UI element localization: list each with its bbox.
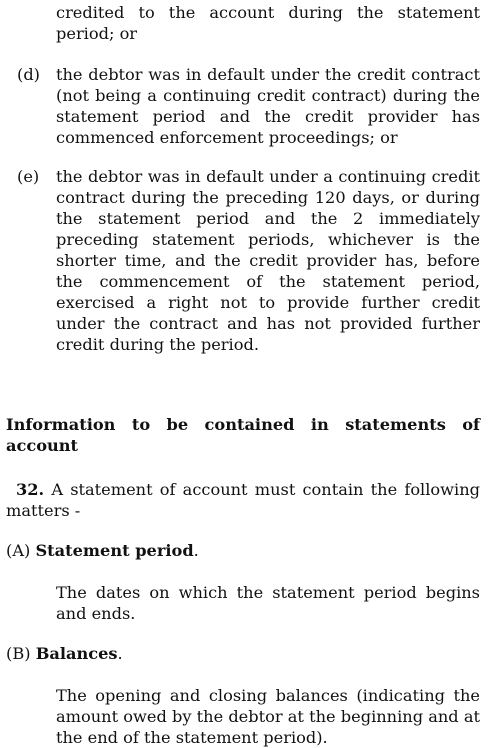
subsection-a-heading: (A) Statement period. [6, 541, 199, 560]
subsection-b-text: The opening and closing balances (indicating the amount owed by the debtor at the beginning and at the end of the statement period). [56, 686, 480, 747]
item-e-label: (e) [17, 167, 40, 186]
item-d-label: (d) [17, 65, 40, 84]
subsection-a-text: The dates on which the statement period begins and ends. [56, 583, 480, 623]
subsection-a-title: Statement period [35, 541, 194, 560]
item-d-text: the debtor was in default under the credit contract (not being a continuing credit contract) during the statement period and the credit provider has commenced enforcement proceedings; or [56, 65, 480, 147]
subsection-b-heading: (B) Balances. [6, 644, 123, 663]
subsection-b-title: Balances [35, 644, 118, 663]
clause-intro-text: A statement of account must contain the following matters - [6, 480, 480, 520]
section-heading: Information to be contained in statements of account [6, 415, 480, 455]
clause-32-intro [6, 479, 480, 521]
item-e-text: the debtor was in default under a continuing credit contract during the preceding 120 days, or during the statement period and the 2 immediately preceding statement periods, whichever is the shorter time, and the credit provider has, before the commencement of the statement period, exercised a right not to provide further credit under the contract and has not provided further credit during the period. [56, 167, 480, 354]
subsection-b-label: (B) [6, 644, 31, 663]
clause-number: 32. [16, 480, 45, 499]
continuation-text: credited to the account during the statement period; or [56, 3, 480, 43]
subsection-a-label: (A) [6, 541, 31, 560]
